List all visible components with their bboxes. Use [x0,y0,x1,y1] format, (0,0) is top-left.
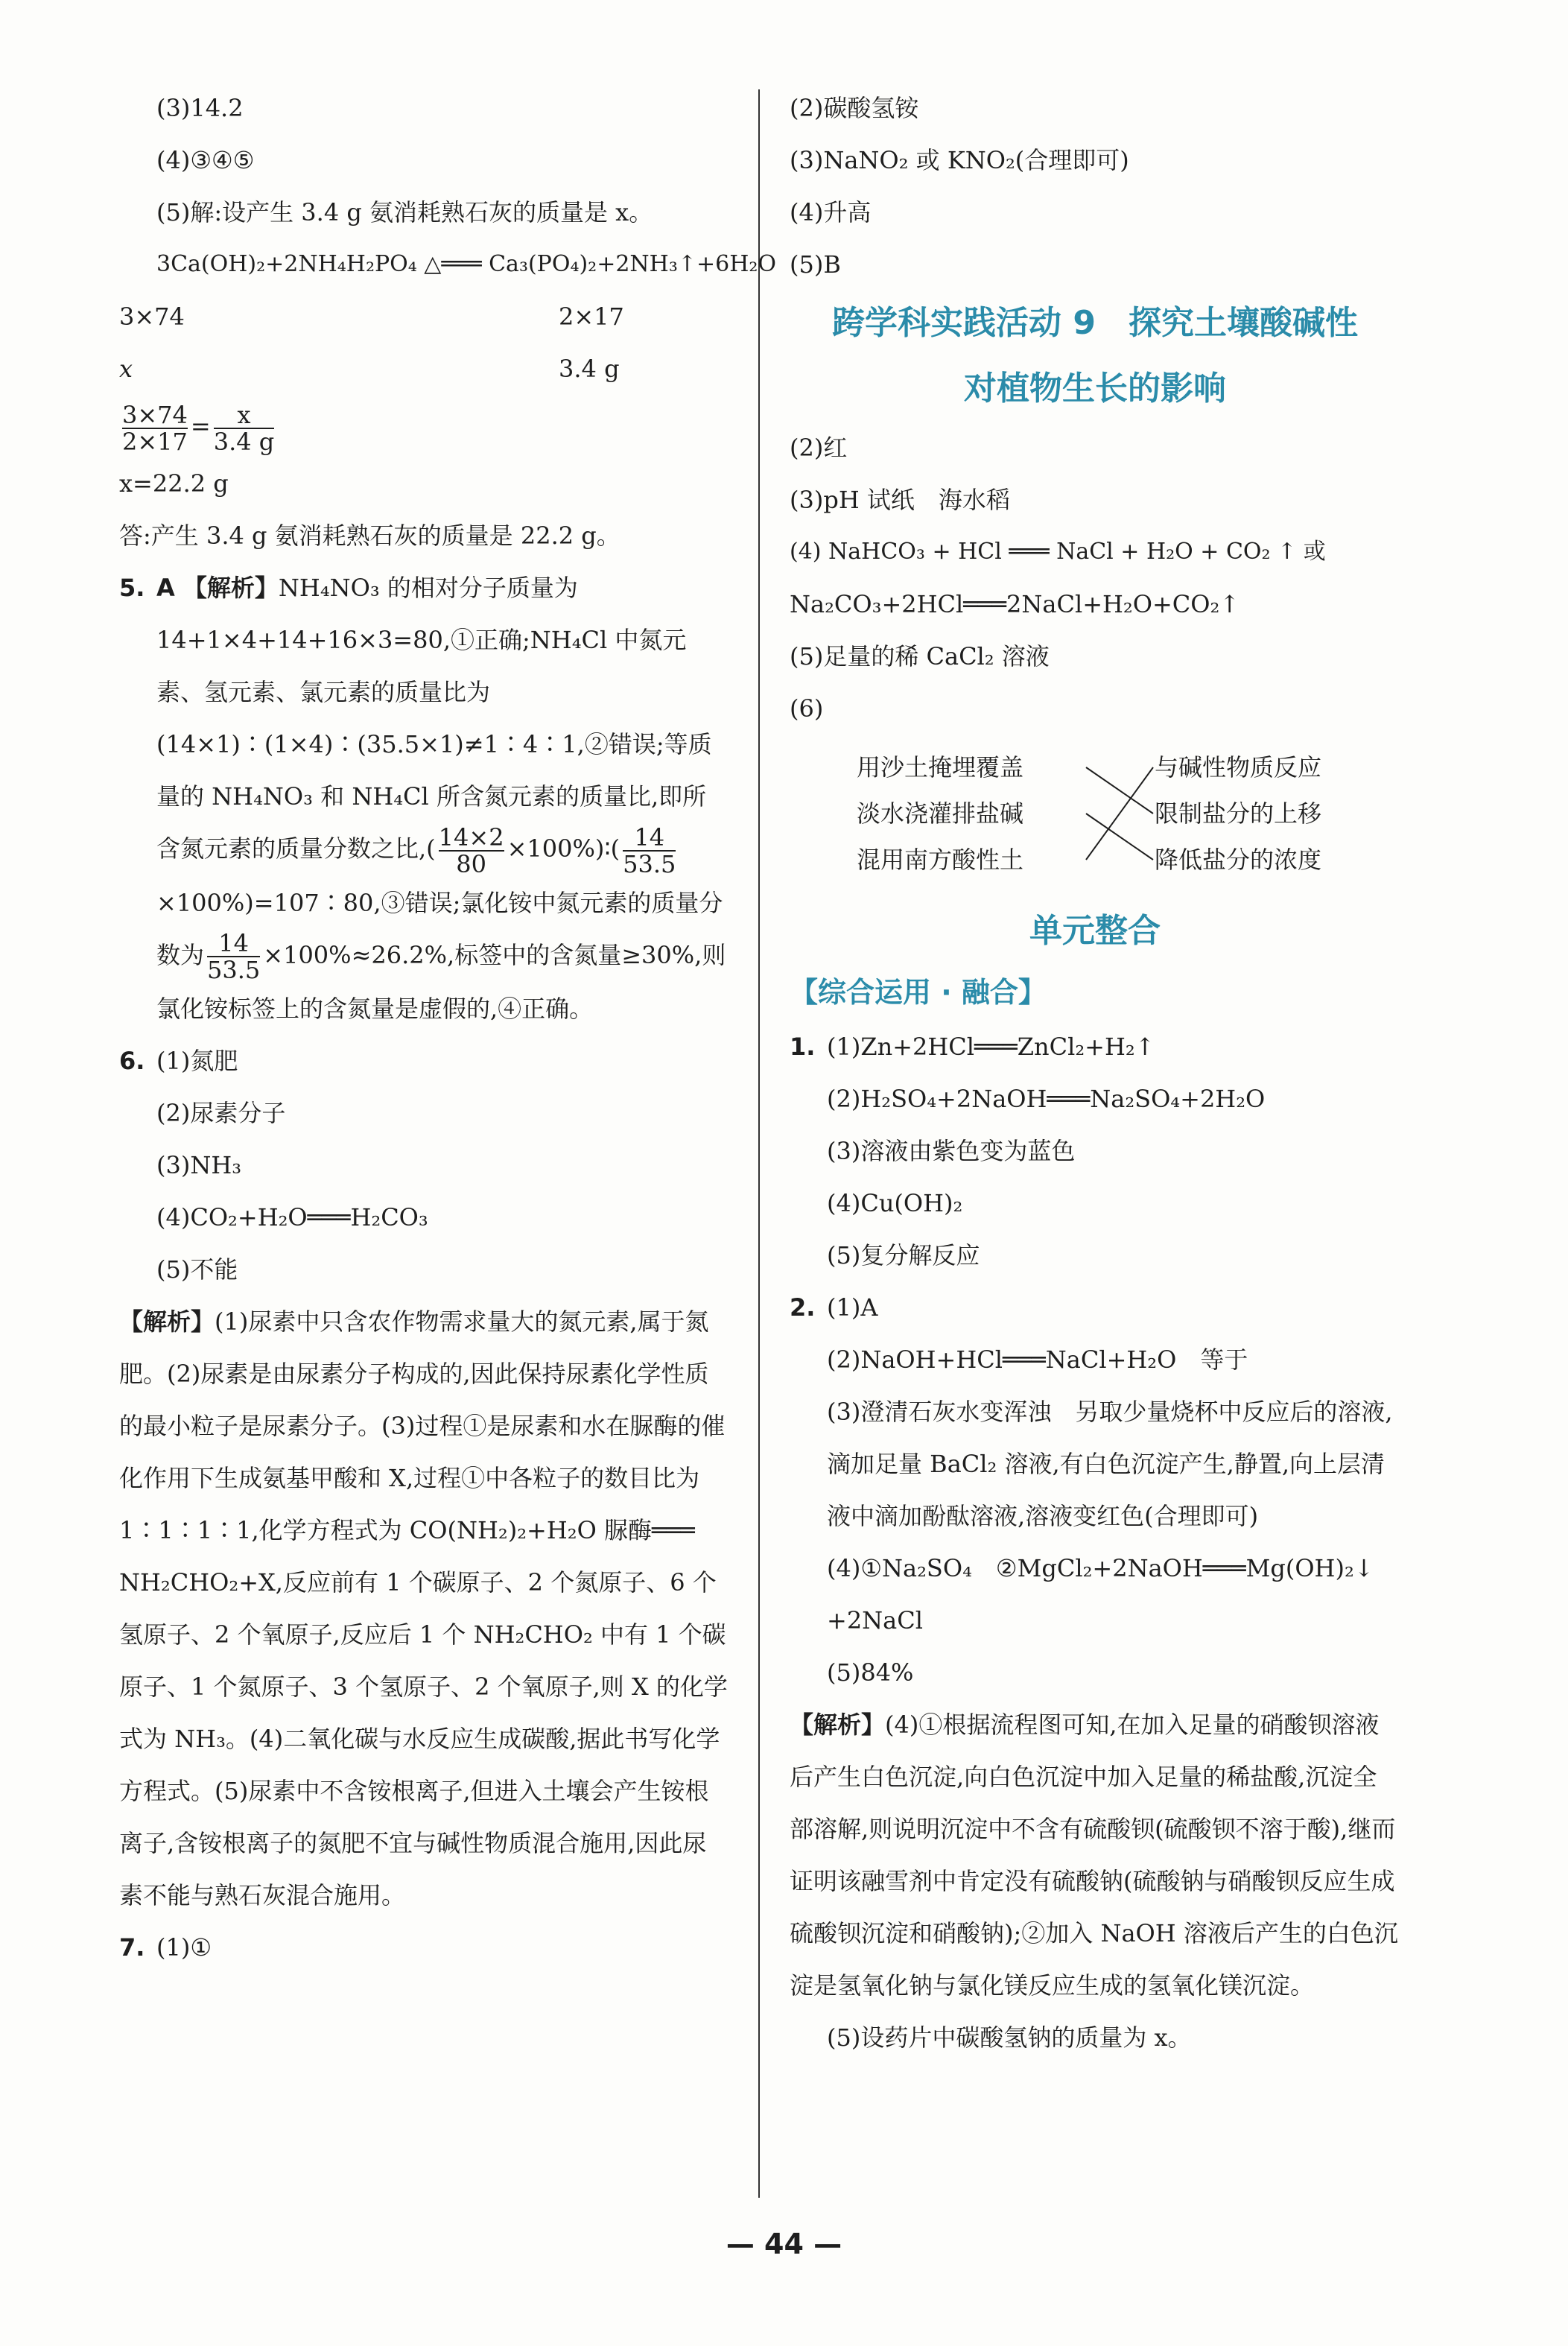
answer-line: (4)升高 [790,198,872,226]
answer-line: (5)B [790,250,841,279]
question-5: 5. A 【解析】NH₄NO₃ 的相对分子质量为 14+1×4+14+16×3=80,①正确;NH₄Cl 中氮元素、氢元素、氯元素的质量比为(14×1)∶(1×4)∶(35.5×1)≠1∶4∶1,②错误;等质量的 NH₄NO₃ 和 NH₄Cl 所含氮元素的质量比,即所含氮元素的质量分数之比,( $\frac{14\times 2}{80}$ ×100%)∶( $\frac{14}{53.5}$ ×100%)=107∶80,③错误;氯化铵中氮元素的质量分数为 $\frac{14}{53.5}$ ×100%≈26.2%,标签中的含氮量≥30%,则氯化铵标签上的含氮量是虚假的,④正确。 [119,562,730,1035]
explanation: 【解析】(4)①根据流程图可知,在加入足量的硝酸钡溶液后产生白色沉淀,向白色沉淀中加入足量的稀盐酸,沉淀全部溶解,则说明沉淀中不含有硫酸钡(硫酸钡不溶于酸),继而证明该融雪剂中肯定没有硫酸钠(硫酸钠与硝酸钡反应生成硫酸钡沉淀和硝酸钠);②加入 NaOH 溶液后产生的白色沉淀是氢氧化钠与氯化镁反应生成的氢氧化镁沉淀。 [790,1711,1398,2000]
match-line [1086,767,1153,814]
answer-line: Na₂CO₃+2HCl═══2NaCl+H₂O+CO₂↑ [790,590,1240,618]
answer-line: (4)①Na₂SO₄ ②MgCl₂+2NaOH═══Mg(OH)₂↓ [827,1554,1374,1582]
page-number: — 44 — [726,2228,842,2260]
answer-line: +2NaCl [827,1606,923,1635]
answer-line: (3)NaNO₂ 或 KNO₂(合理即可) [790,146,1129,174]
ratio-cell: 2×17 [559,302,624,331]
answer-line: (3)pH 试纸 海水稻 [790,486,1010,514]
answer-line: (3)溶液由紫色变为蓝色 [827,1137,1076,1165]
match-right-item: 限制盐分的上移 [1155,799,1322,828]
ratio-cell: 3×74 [119,302,185,331]
fraction: $\frac{14\times 2}{80}$ [438,822,504,878]
proportion-equation: $\frac{3\times 74}{2\times 17}$ = $\frac{x}{3.4 g}$ [122,400,275,456]
answer-line: (3)14.2 [156,94,244,122]
match-right-item: 与碱性物质反应 [1155,753,1322,782]
answer-line: (6) [790,694,824,723]
fraction: $\frac{3\times 74}{2\times 17}$ [122,400,188,456]
question-7: 7. (1)① [119,1933,212,1962]
answer-line: (5)设药片中碳酸氢钠的质量为 x。 [827,2023,1192,2052]
answer-line: (2)红 [790,434,848,462]
chemical-equation: 3Ca(OH)₂+2NH₄H₂PO₄ △═══ Ca₃(PO₄)₂+2NH₃↑+6H₂O [156,251,777,277]
result-line: x=22.2 g [119,469,229,498]
answer-line: (5)解:设产生 3.4 g 氨消耗熟石灰的质量是 x。 [156,198,653,226]
answer-line: (5)84% [827,1658,914,1687]
left-column [119,82,777,1974]
match-left-item: 用沙土掩埋覆盖 [857,753,1024,782]
column-divider [758,89,760,2198]
fraction: $\frac{14}{53.5}$ [623,822,676,878]
unit-title: 单元整合 [1029,912,1161,950]
explanation: 【解析】(1)尿素中只含农作物需求量大的氮元素,属于氮肥。(2)尿素是由尿素分子构成的,因此保持尿素化学性质的最小粒子是尿素分子。(3)过程①是尿素和水在脲酶的催化作用下生成氨基甲酸和 X,过程①中各粒子的数目比为 1∶1∶1∶1,化学方程式为 CO(NH₂)₂+H₂O 脲酶═══ NH₂CHO₂+X,反应前有 1 个碳原子、2 个氮原子、6 个氢原子、2 个氧原子,反应后 1 个 NH₂CHO₂ 中有 1 个碳原子、1 个氮原子、3 个氢原子、2 个氧原子,则 X 的化学式为 NH₃。(4)二氧化碳与水反应生成碳酸,据此书写化学方程式。(5)尿素中不含铵根离子,但进入土壤会产生铵根离子,含铵根离子的氮肥不宜与碱性物质混合施用,因此尿素不能与熟石灰混合施用。 [119,1307,728,1909]
match-lines [790,749,1400,884]
answer-line: (2)NaOH+HCl═══NaCl+H₂O 等于 [827,1345,1248,1374]
activity-title: 跨学科实践活动 9 探究土壤酸碱性 [832,304,1358,342]
answer-paragraph: (3)澄清石灰水变浑浊 另取少量烧杯中反应后的溶液,滴加足量 BaCl₂ 溶液,有白色沉淀产生,静置,向上层清液中滴加酚酞溶液,溶液变红色(合理即可) [827,1398,1393,1530]
match-left-item: 混用南方酸性土 [857,846,1024,874]
answer-line: (5)不能 [156,1255,238,1284]
fraction: $\frac{14}{53.5}$ [207,929,261,984]
answer-line: (4) NaHCO₃ + HCl ═══ NaCl + H₂O + CO₂ ↑ 或 [790,539,1326,565]
right-column [790,82,1400,2064]
matching-diagram [790,749,1400,884]
question-6: 6. (1)氮肥 [119,1047,238,1075]
answer-line: (4)Cu(OH)₂ [827,1189,963,1217]
answer-line: (2)尿素分子 [156,1099,286,1127]
question-number: 5. [119,574,145,602]
match-line [1086,814,1153,860]
answer-line: (4)③④⑤ [156,146,255,174]
match-right-item: 降低盐分的浓度 [1155,846,1322,874]
match-line [1086,767,1153,860]
answer-line: (5)复分解反应 [827,1241,980,1269]
answer-line: (2)H₂SO₄+2NaOH═══Na₂SO₄+2H₂O [827,1085,1266,1113]
fraction: $\frac{x}{3.4 g}$ [213,400,275,456]
question-1: 1. (1)Zn+2HCl═══ZnCl₂+H₂↑ [790,1033,1155,1061]
ratio-cell: 3.4 g [559,355,620,383]
ratio-row [119,291,730,343]
section-heading: 【综合运用 · 融合】 [790,976,1047,1009]
match-left-item: 淡水浇灌排盐碱 [857,799,1024,828]
answer-line: (3)NH₃ [156,1151,242,1179]
activity-title: 对植物生长的影响 [964,370,1226,408]
answer-line: (2)碳酸氢铵 [790,94,919,122]
answer-line: (5)足量的稀 CaCl₂ 溶液 [790,642,1050,670]
answer-summary: 答:产生 3.4 g 氨消耗熟石灰的质量是 22.2 g。 [119,521,620,550]
answer-line: (4)CO₂+H₂O═══H₂CO₃ [156,1203,428,1231]
ratio-row [119,343,730,395]
ratio-cell: x [119,355,133,383]
question-2: 2. (1)A [790,1293,878,1322]
